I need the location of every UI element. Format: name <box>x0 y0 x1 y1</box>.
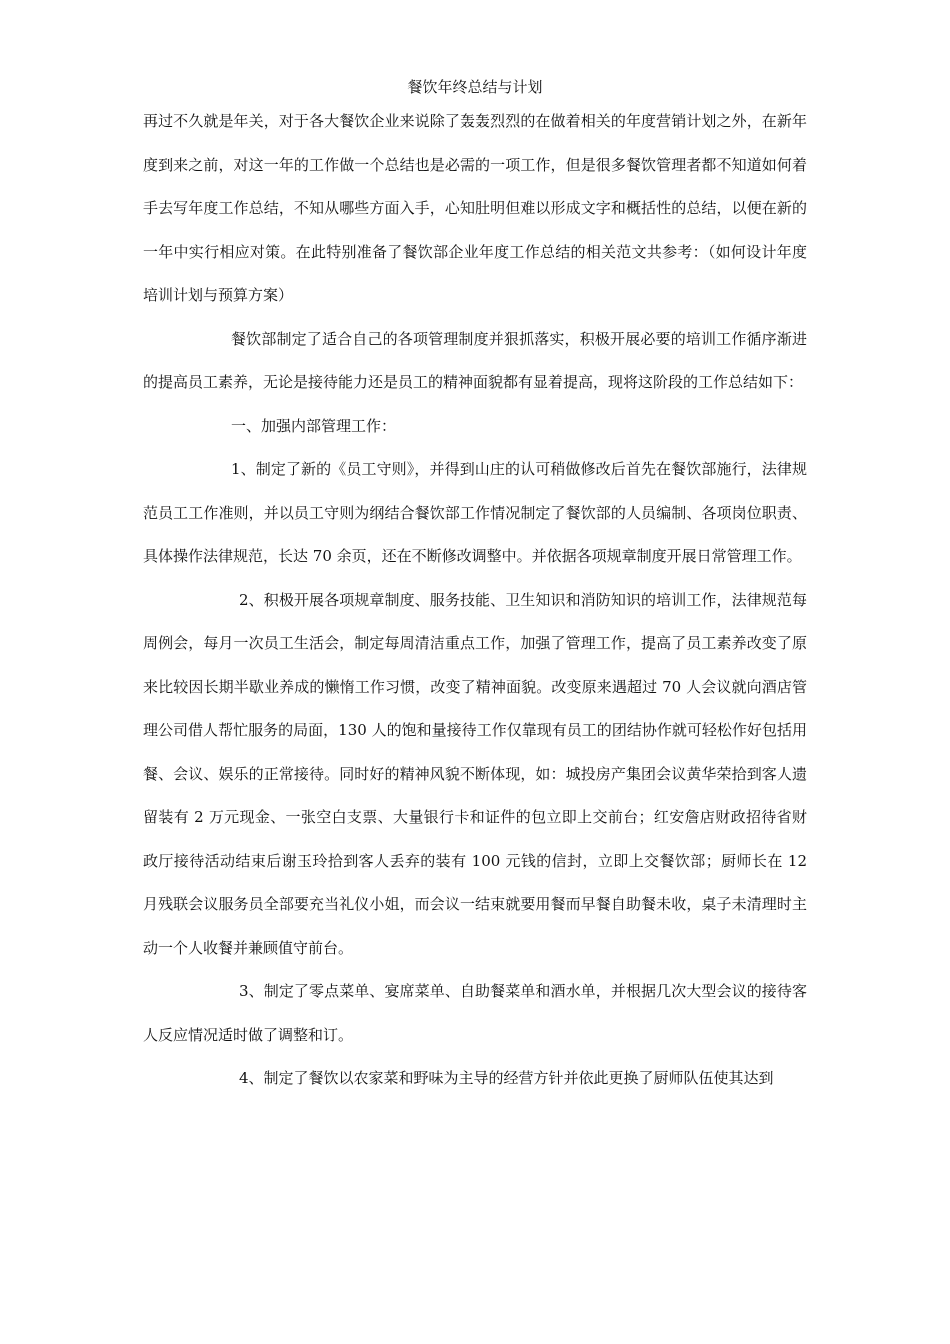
item-2-paragraph: 2、积极开展各项规章制度、服务技能、卫生知识和消防知识的培训工作，法律规范每周例会，每月一次员工生活会，制定每周清洁重点工作，加强了管理工作，提高了员工素养改变了原来比较因长期半歇业养成的懒惰工作习惯，改变了精神面貌。改变原来遇超过 70 人会议就向酒店管理公司借人帮忙服务的局面，130 人的饱和量接待工作仅靠现有员工的团结协作就可轻松作好包括用餐、会议、娱乐的正常接待。同时好的精神风貌不断体现，如：城投房产集团会议黄华荣拾到客人遗留装有 2 万元现金、一张空白支票、大量银行卡和证件的包立即上交前台；红安詹店财政招待省财政厅接待活动结束后谢玉玲拾到客人丢弃的装有 100 元钱的信封，立即上交餐饮部；厨师长在 12 月残联会议服务员全部要充当礼仪小姐，而会议一结束就要用餐而早餐自助餐未收，桌子未清理时主动一个人收餐并兼顾值守前台。 <box>143 590 807 957</box>
item-1-paragraph: 1、制定了新的《员工守则》，并得到山庄的认可稍做修改后首先在餐饮部施行，法律规范员工工作准则，并以员工守则为纲结合餐饮部工作情况制定了餐饮部的人员编制、各项岗位职责、具体操作法律规范，长达 70 余页，还在不断修改调整中。并依据各项规章制度开展日常管理工作。 <box>143 460 807 565</box>
summary-paragraph: 餐饮部制定了适合自己的各项管理制度并狠抓落实，积极开展必要的培训工作循序渐进的提高员工素养，无论是接待能力还是员工的精神面貌都有显着提高，现将这阶段的工作总结如下： <box>143 329 807 391</box>
intro-paragraph: 再过不久就是年关，对于各大餐饮企业来说除了轰轰烈烈的在做着相关的年度营销计划之外，在新年度到来之前，对这一年的工作做一个总结也是必需的一项工作，但是很多餐饮管理者都不知道如何着手去写年度工作总结，不知从哪些方面入手，心知肚明但难以形成文字和概括性的总结，以便在新的一年中实行相应对策。在此特别准备了餐饮部企业年度工作总结的相关范文共参考：（如何设计年度培训计划与预算方案） <box>143 112 807 304</box>
item-3-paragraph: 3、制定了零点菜单、宴席菜单、自助餐菜单和酒水单，并根据几次大型会议的接待客人反应情况适时做了调整和订。 <box>143 982 807 1044</box>
section-heading: 一、加强内部管理工作： <box>231 416 397 435</box>
document-title: 餐饮年终总结与计划 <box>407 78 543 96</box>
document-body <box>143 100 807 1101</box>
item-4-paragraph: 4、制定了餐饮以农家菜和野味为主导的经营方针并依此更换了厨师队伍使其达到 <box>239 1069 774 1087</box>
